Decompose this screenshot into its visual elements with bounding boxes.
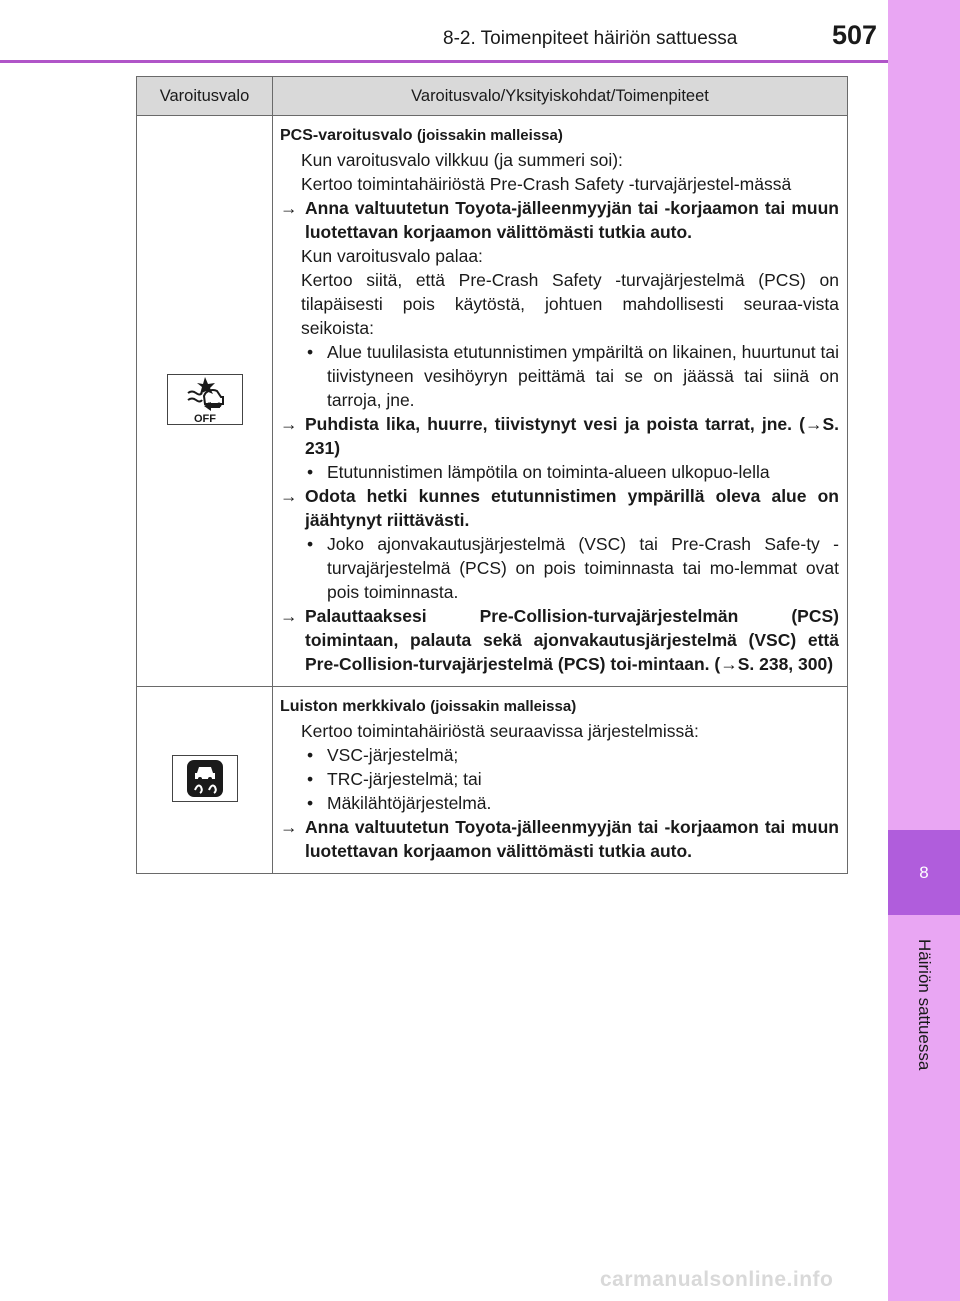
row-title-main: Luiston merkkivalo xyxy=(280,698,426,715)
details-cell xyxy=(273,116,848,687)
row-title xyxy=(280,124,839,148)
bullet-icon: • xyxy=(307,769,314,789)
icon-cell xyxy=(137,116,273,687)
arrow-icon: → xyxy=(280,606,298,626)
action-item xyxy=(280,412,839,460)
action-text: Anna valtuutetun Toyota-jälleenmyyjän tai -korjaamon tai muun luotettavan korjaamon välittömästi tutkia auto. xyxy=(305,817,839,861)
paragraph: Kun varoitusvalo vilkkuu (ja summeri soi): xyxy=(301,150,623,170)
bullet-item xyxy=(301,791,839,815)
bullet-text: TRC-järjestelmä; tai xyxy=(327,769,482,789)
bullet-text: Alue tuulilasista etutunnistimen ympäriltä on likainen, huurtunut tai tiivistyneen vesihöyryn peittämä tai se on jäässä tai siinä on tarroja, jne. xyxy=(327,342,839,410)
action-text: Palauttaaksesi Pre-Collision-turvajärjestelmän (PCS) toimintaan, palauta sekä ajonvakautusjärjestelmä (VSC) että Pre-Collision-turvajärjestelmä (PCS) toi-mintaan. (→S. 238, 300) xyxy=(305,606,839,674)
pcs-off-label: OFF xyxy=(193,412,216,424)
arrow-icon: → xyxy=(280,414,298,434)
chapter-side-tab xyxy=(888,0,960,1301)
page-number: 507 xyxy=(832,20,878,50)
bullet-text: Etutunnistimen lämpötila on toiminta-alueen ulkopuo-lella xyxy=(327,462,770,482)
bullet-icon: • xyxy=(307,793,314,813)
bullet-icon: • xyxy=(307,534,314,554)
action-item xyxy=(280,484,839,532)
action-text: Anna valtuutetun Toyota-jälleenmyyjän tai -korjaamon tai muun luotettavan korjaamon välittömästi tutkia auto. xyxy=(305,198,839,242)
bullet-text: Joko ajonvakautusjärjestelmä (VSC) tai Pre-Crash Safe-ty -turvajärjestelmä (PCS) on pois toiminnasta tai mo-lemmat ovat pois toiminnasta. xyxy=(327,534,839,602)
arrow-icon: → xyxy=(280,817,298,837)
paragraph: Kertoo toimintahäiriöstä seuraavissa järjestelmissä: xyxy=(301,721,699,741)
pcs-off-icon xyxy=(167,374,243,425)
bullet-text: VSC-järjestelmä; xyxy=(327,745,459,765)
icon-cell xyxy=(137,687,273,874)
header-divider xyxy=(0,60,888,63)
paragraph: Kertoo siitä, että Pre-Crash Safety -turvajärjestelmä (PCS) on tilapäisesti pois käytöstä, johtuen mahdollisesti seuraa-vista seikoista: xyxy=(301,270,839,338)
action-item xyxy=(280,815,839,863)
bullet-item xyxy=(301,460,839,484)
bullet-item xyxy=(301,532,839,604)
chapter-label: Häiriön sattuessa xyxy=(915,939,934,1071)
bullet-icon: • xyxy=(307,745,314,765)
warning-light-table xyxy=(136,76,848,874)
arrow-icon: → xyxy=(280,198,298,218)
bullet-icon: • xyxy=(307,462,314,482)
table-header-row xyxy=(137,77,848,116)
paragraph: Kun varoitusvalo palaa: xyxy=(301,246,483,266)
bullet-item xyxy=(301,743,839,767)
row-title-sub: (joissakin malleissa) xyxy=(416,127,563,144)
bullet-item xyxy=(301,767,839,791)
bullet-icon: • xyxy=(307,342,314,362)
chapter-number: 8 xyxy=(919,862,929,882)
action-text: Puhdista lika, huurre, tiivistynyt vesi ja poista tarrat, jne. (→S. 231) xyxy=(305,414,839,458)
column-header-light: Varoitusvalo xyxy=(137,77,273,116)
row-title xyxy=(280,695,839,719)
details-cell xyxy=(273,687,848,874)
action-text: Odota hetki kunnes etutunnistimen ympärillä oleva alue on jäähtynyt riittävästi. xyxy=(305,486,839,530)
slip-indicator-icon xyxy=(172,755,238,802)
watermark: carmanualsonline.info xyxy=(600,1268,834,1291)
action-item xyxy=(280,196,839,244)
paragraph: Kertoo toimintahäiriöstä Pre-Crash Safety -turvajärjestel-mässä xyxy=(301,174,792,194)
section-title: 8-2. Toimenpiteet häiriön sattuessa xyxy=(443,28,738,49)
bullet-text: Mäkilähtöjärjestelmä. xyxy=(327,793,492,813)
chapter-label-tab xyxy=(888,925,960,1085)
bullet-item xyxy=(301,340,839,412)
arrow-icon: → xyxy=(280,486,298,506)
column-header-details: Varoitusvalo/Yksityiskohdat/Toimenpiteet xyxy=(273,77,848,116)
row-title-main: PCS-varoitusvalo xyxy=(280,127,413,144)
table-row xyxy=(137,116,848,687)
action-item xyxy=(280,604,839,676)
chapter-number-tab xyxy=(888,830,960,915)
table-row xyxy=(137,687,848,874)
row-title-sub: (joissakin malleissa) xyxy=(430,698,577,715)
